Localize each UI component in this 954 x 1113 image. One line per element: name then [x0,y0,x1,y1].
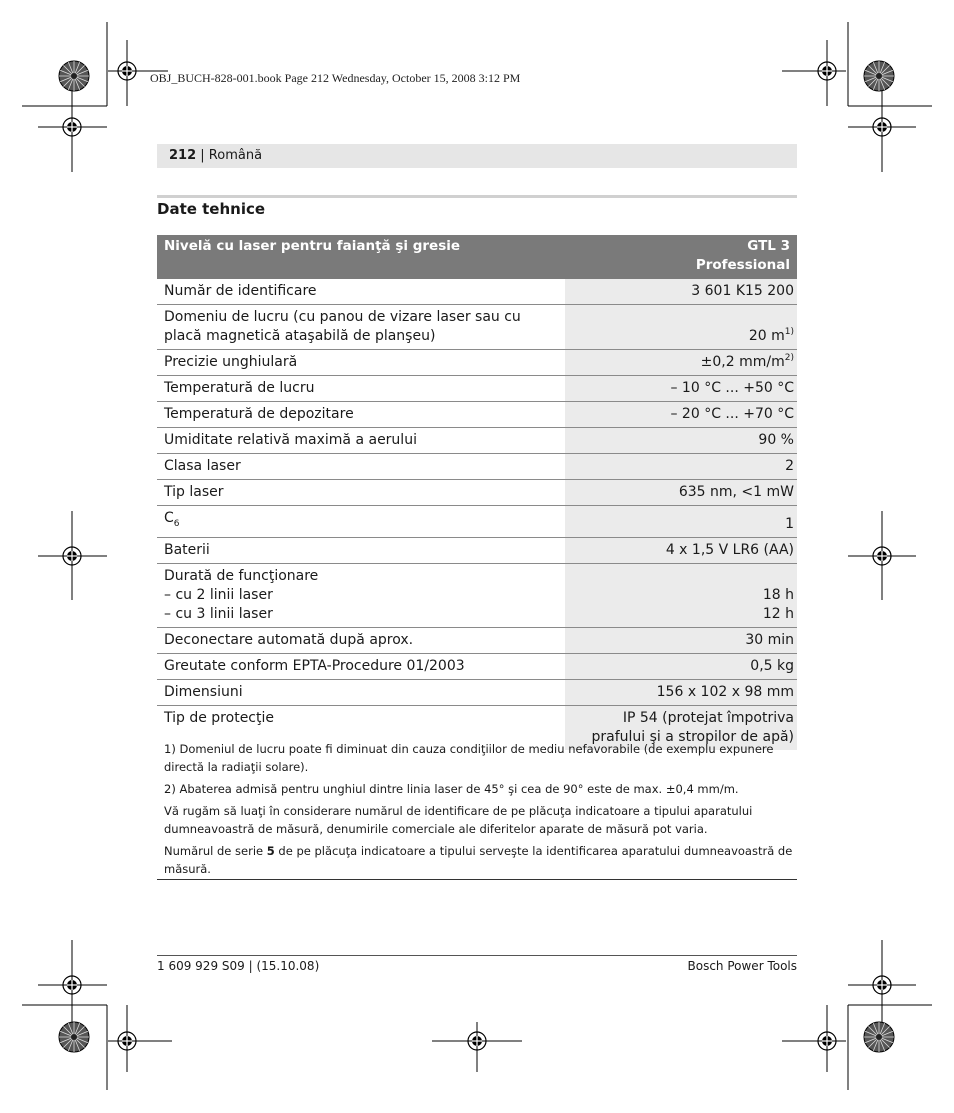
footer-doc-id: 1 609 929 S09 | (15.10.08) [157,959,320,973]
model-name: GTL 3 [747,238,790,254]
row-label: Greutate conform EPTA-Procedure 01/2003 [157,653,565,679]
row-label: $C_6$ [157,506,565,538]
table-head-model [565,235,797,279]
print-slug: OBJ_BUCH-828-001.book Page 212 Wednesday, October 15, 2008 3:12 PM [150,71,521,85]
table-row [157,428,797,454]
footer-brand: Bosch Power Tools [687,959,797,973]
table-row [157,563,797,627]
row-label: Umiditate relativă maximă a aerului [157,428,565,454]
header-text [169,148,262,163]
row-label: Număr de identificare [157,279,565,305]
row-value: 635 nm, <1 mW [565,480,797,506]
row-value: ±0,2 $mm/m^{2)}$ [565,350,797,376]
page-header [157,144,797,168]
page-number: 212 [169,148,197,163]
row-label: Temperatură de depozitare [157,402,565,428]
table-row [157,627,797,653]
row-value: 0,5 kg [565,653,797,679]
row-label: Deconectare automată după aprox. [157,627,565,653]
row-label: Baterii [157,537,565,563]
row-value: 156 x 102 x 98 mm [565,679,797,705]
row-value: 20 $m^{1)}$ [565,305,797,350]
table-header-row [157,235,797,279]
footnote-1: 1) Domeniul de lucru poate fi diminuat din cauza condiţiilor de mediu nefavorabile (de exemplu expunere directă la radiaţii solare). [164,742,774,774]
row-label: Domeniu de lucru (cu panou de vizare laser sau cu placă magnetică ataşabilă de planşeu) [157,305,565,350]
row-label: Dimensiuni [157,679,565,705]
section-rule [157,195,797,198]
row-value: 2 [565,454,797,480]
table-row [157,350,797,376]
row-value: 1 [565,506,797,538]
row-label: Tip laser [157,480,565,506]
row-label: Tip de protecţie [164,709,274,726]
header-language: Română [208,148,263,163]
row-label: Durată de funcţionare – cu 2 linii laser – cu 3 linii laser [157,563,565,627]
model-line: Professional [695,257,790,273]
note-identification: Vă rugăm să luaţi în considerare numărul de identificare de pe plăcuţa indicatoare a tipului aparatului dumneavoastră de măsură, denumirile comerciale ale diferitelor aparate de măsură pot varia. [164,804,753,836]
table-row [157,537,797,563]
row-value: 30 min [565,627,797,653]
table-row [157,480,797,506]
row-value: 3 601 K15 200 [565,279,797,305]
row-label: Temperatură de lucru [157,376,565,402]
row-value: 90 % [565,428,797,454]
section-title: Date tehnice [157,200,266,218]
footnotes [164,740,794,882]
table-row [157,454,797,480]
header-separator: | [196,148,209,163]
row-value: 4 x 1,5 V LR6 (AA) [565,537,797,563]
row-label: Precizie unghiulară [157,350,565,376]
tech-data-table [157,235,797,750]
row-value: 18 h 12 h [565,563,797,627]
table-row [157,653,797,679]
table-row [157,279,797,305]
note-serial-number: Numărul de serie 5 de pe plăcuţa indicatoare a tipului serveşte la identificarea aparatului dumneavoastră de măsură. [164,844,793,876]
row-value: – 10 °C ... +50 °C [565,376,797,402]
table-row [157,305,797,350]
row-value: IP 54 (protejat împotriva prafului şi a stropilor de apă) [565,705,797,750]
row-label: Clasa laser [157,454,565,480]
table-row [157,679,797,705]
footnote-2: 2) Abaterea admisă pentru unghiul dintre linia laser de 45° şi cea de 90° este de max. ±0,4 mm/m. [164,782,739,796]
table-row [157,376,797,402]
table-head-label: Nivelă cu laser pentru faianţă şi gresie [157,235,565,279]
footer-rule [157,955,797,956]
table-row [157,506,797,538]
table-row [157,402,797,428]
row-value: – 20 °C ... +70 °C [565,402,797,428]
notes-rule [157,879,797,880]
